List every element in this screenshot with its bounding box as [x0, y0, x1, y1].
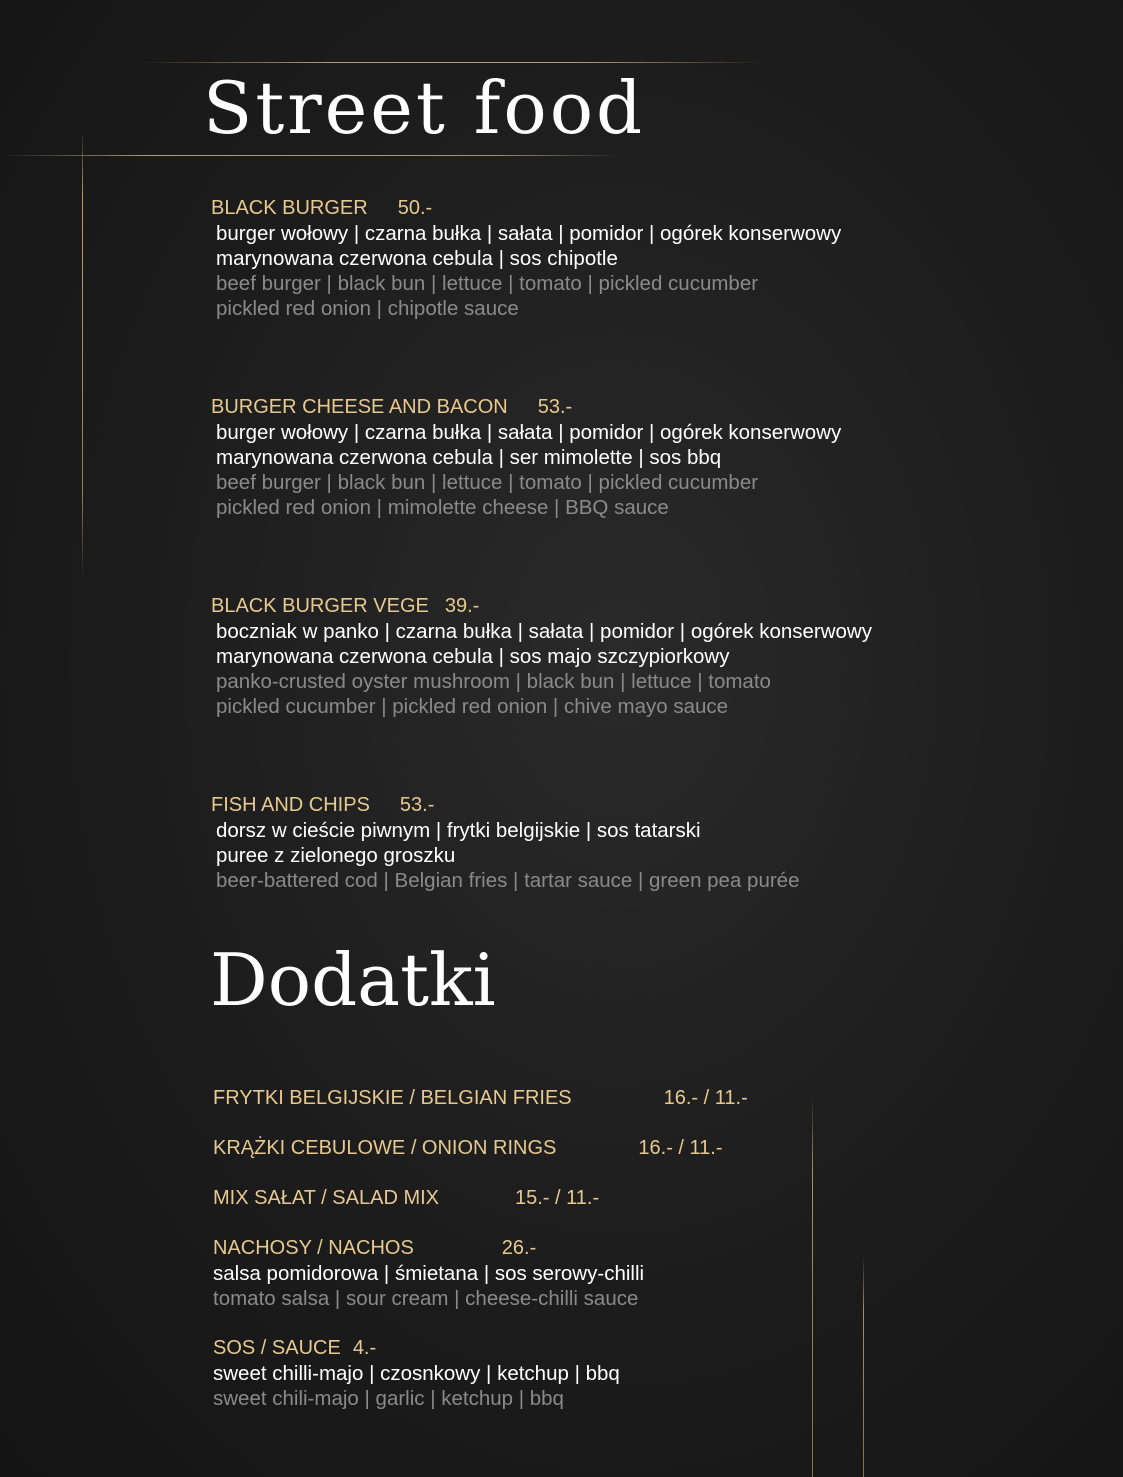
item-description-en: beer-battered cod | Belgian fries | tartar sauce | green pea purée: [216, 869, 800, 892]
menu-item-black-burger-vege: [211, 594, 872, 719]
item-name: NACHOSY / NACHOS: [213, 1237, 414, 1259]
decorative-gold-line-right-short: [863, 1255, 864, 1477]
item-price: 53.-: [399, 794, 435, 816]
item-description-pl: boczniak w panko | czarna bułka | sałata | pomidor | ogórek konserwowy: [216, 620, 872, 643]
item-price: 15.- / 11.-: [515, 1187, 600, 1209]
item-price: 26.-: [501, 1237, 537, 1259]
item-description-pl: burger wołowy | czarna bułka | sałata | pomidor | ogórek konserwowy: [216, 222, 842, 245]
item-price: 53.-: [537, 396, 573, 418]
section-title-dodatki: Dodatki: [210, 938, 496, 1022]
decorative-gold-line-left: [82, 130, 83, 580]
decorative-gold-line-under-title: [0, 155, 620, 156]
side-item-nachos: [213, 1236, 644, 1311]
menu-item-black-burger: [211, 196, 841, 321]
item-name: MIX SAŁAT / SALAD MIX: [213, 1187, 439, 1209]
item-price: 50.-: [397, 197, 433, 219]
item-description-en: beef burger | black bun | lettuce | tomato | pickled cucumber: [216, 471, 759, 494]
item-name: KRĄŻKI CEBULOWE / ONION RINGS: [213, 1137, 557, 1159]
item-description-en: beef burger | black bun | lettuce | tomato | pickled cucumber: [216, 272, 759, 295]
item-name: BLACK BURGER: [211, 197, 368, 219]
side-item-salad-mix: [213, 1186, 599, 1211]
item-description-en: pickled red onion | chipotle sauce: [216, 297, 519, 320]
decorative-gold-line-right: [812, 1095, 813, 1477]
item-name: BLACK BURGER VEGE: [211, 595, 429, 617]
item-description-pl: sweet chilli-majo | czosnkowy | ketchup | bbq: [213, 1362, 620, 1385]
item-price: 16.- / 11.-: [663, 1087, 748, 1109]
item-description-pl: dorsz w cieście piwnym | frytki belgijskie | sos tatarski: [216, 819, 701, 842]
item-description-en: panko-crusted oyster mushroom | black bun | lettuce | tomato: [216, 670, 771, 693]
item-name: FRYTKI BELGIJSKIE / BELGIAN FRIES: [213, 1087, 572, 1109]
item-price: 4.-: [352, 1337, 377, 1359]
side-item-belgian-fries: [213, 1086, 748, 1111]
item-description-en: pickled cucumber | pickled red onion | chive mayo sauce: [216, 695, 729, 718]
item-description-en: tomato salsa | sour cream | cheese-chilli sauce: [213, 1287, 639, 1310]
menu-item-burger-cheese-bacon: [211, 395, 841, 520]
item-description-pl: marynowana czerwona cebula | ser mimolette | sos bbq: [216, 446, 722, 469]
side-item-onion-rings: [213, 1136, 723, 1161]
item-name: SOS / SAUCE: [213, 1337, 341, 1359]
item-description-pl: puree z zielonego groszku: [216, 844, 456, 867]
side-item-sauce: [213, 1336, 620, 1411]
item-price: 16.- / 11.-: [638, 1137, 723, 1159]
item-description-pl: marynowana czerwona cebula | sos chipotle: [216, 247, 618, 270]
menu-item-fish-and-chips: [211, 793, 800, 893]
item-name: BURGER CHEESE AND BACON: [211, 396, 508, 418]
item-description-en: sweet chili-majo | garlic | ketchup | bbq: [213, 1387, 564, 1410]
section-title-street-food: Street food: [203, 66, 646, 150]
item-description-pl: burger wołowy | czarna bułka | sałata | pomidor | ogórek konserwowy: [216, 421, 842, 444]
item-name: FISH AND CHIPS: [211, 794, 370, 816]
item-price: 39.-: [444, 595, 480, 617]
item-description-pl: marynowana czerwona cebula | sos majo szczypiorkowy: [216, 645, 730, 668]
decorative-gold-line-top: [140, 62, 765, 63]
item-description-en: pickled red onion | mimolette cheese | BBQ sauce: [216, 496, 669, 519]
item-description-pl: salsa pomidorowa | śmietana | sos serowy-chilli: [213, 1262, 645, 1285]
